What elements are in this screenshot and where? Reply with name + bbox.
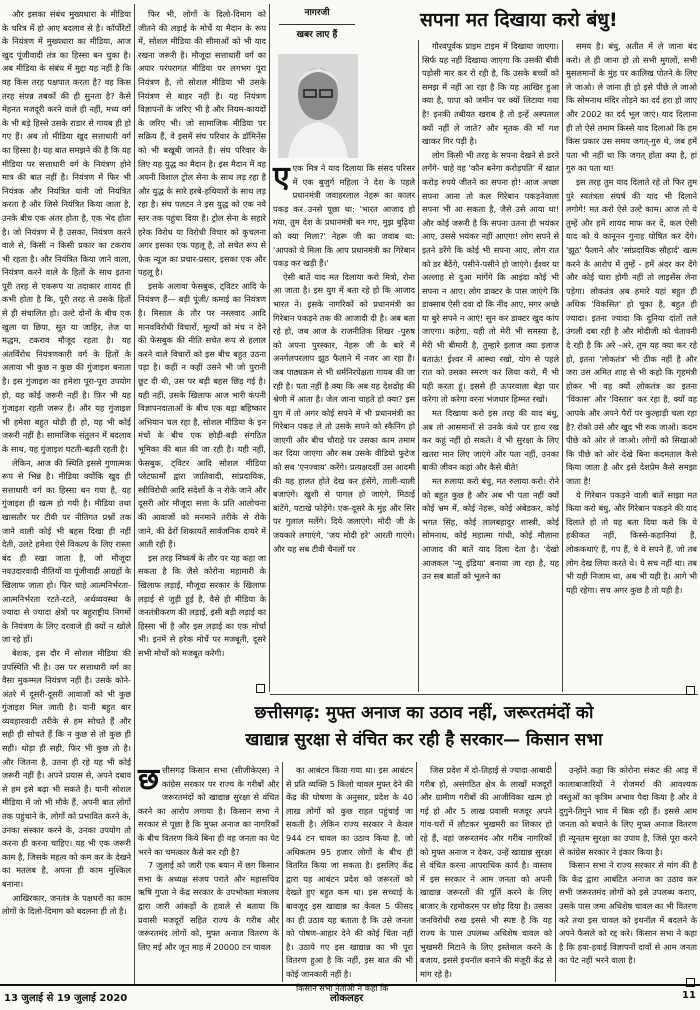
- column-rule: [418, 40, 419, 692]
- paragraph: गौरवपूर्वक प्राइम टाइम में दिखाया जाएगा। सिर्फ यह नहीं दिखाया जाएगा कि उसकी बीवी पड़ोसी मार कर रो रही है, कि उसके बच्चों को समझ में नहीं आ रहा है कि यह आखिर हुआ क्या है, पापा को जमीन पर क्यों लिटाया गया है! इनकी तबीयत खराब है तो इन्हें अस्पताल क्यों नहीं ले जाते? और मृतक की माँ गश खाकर गिर पड़ी है।: [422, 41, 559, 147]
- paragraph: ऐसी बातें याद मत दिलाया करो मित्रो, रोना आ जाता है। इस युग में बता रहे हो कि आजाद भारत ने। इसके नागरिकों को प्रधानमंत्री का गिरेबान पकड़ने तक की आजादी दी है। अब बता रहे हो, जब आज के राजनीतिक शिखर -पुरुष को अपना पुरस्कार, नेहरू जी के बारे में अनर्गलपरलाप झूठ फैलाने में नजर आ रहा है। जब पाठ्यक्रम से भी धर्मनिरपेक्षता गायब की जा रही है। पता नहीं है क्या कि अब यह देशद्रोह की श्रेणी में आता है। जेल जाना चाहते हो क्या? इस युग में तो अगर कोई सपने में भी प्रधानमंत्री का गिरेबान पकड़ ले तो उसके सपने को स्कैनिंग हो जाएगी और बीच चौराहे पर उसका काम तमाम कर दिया जाएगा और सब उसके वीडियो फुटेज को सब 'एनज्वाय' करेंगे। प्रत्यक्षदर्शी उस आदमी की यह हालत होते देख कर हंसेंगे, ताली-थाली बजाएंगे। खुशी से पागल हो जाएंगे, मिठाई बांटेंगे, पटाखे फोड़ेंगे। एक-दूसरे के मुंह और सिर पर गुलाल मलेंगे। दिये जलाएंगे। मोदी जी के जयकारे लगाएंगे, 'जय मोदी हरे' आरती गाएंगे। और यह सब टीवी चैनलों पर: [273, 271, 415, 554]
- paragraph: उन्होंने कहा कि कोरोना संकट की आड़ में कालाबाजारियों ने रोजमर्रा की आवश्यक वस्तुओं का कृत्रिम अभाव पैदा किया है और वे दुगुने-तिगुने भाव में बिक रही हैं। इससे आम जनता को बचाने के लिए मुफ्त अनाज वितरण ही न्यूनतम सुरक्षा का उपाय है, जिसे पूरा करने से कांग्रेस सरकार ने इंकार किया है।: [559, 765, 697, 857]
- paragraph: किसान सभा ने राज्य सरकार से मांग की है कि केंद्र द्वारा आबंटित अनाज का उठाव कर सभी जरूरतमंद लोगों को इसे उपलब्ध कराए, उसके पास जमा अधिशेष चावल का भी वितरण करे तथा इस चावल को इथनॉल में बदलने के अपने फैसले को रद्द करे। किसान सभा ने कहा है कि हवा-हवाई विज्ञापनों दावों से आम जनता का पेट नहीं भरने वाला है।: [559, 860, 697, 966]
- column-rule: [562, 40, 563, 692]
- column-title-line-1: नागरजी: [304, 8, 330, 18]
- paragraph: जिस प्रदेश में दो-तिहाई से ज्यादा आबादी गरीब हो, असंगठित क्षेत्र के लाखों मजदूरों और ग्रामीण गरीबों की आजीविका खत्म हो गई हो और 5 लाख प्रवासी मजदूर अपने गांव-घरों में लौटकर भुखमरी का शिकार हो रहे हैं, वहां जरूरतमंद और गरीब नागरिकों को मुफ्त अनाज न देकर, उन्हें खाद्यान्न सुरक्षा से वंचित करना आपराधिक कार्य है। वास्तव में इस सरकार ने आम जनता को अपनी खाद्यान्न जरूरतों की पूर्ति करने के लिए बाजार के रहमोकरम पर छोड़ दिया है। उसका जनविरोधी रुख इससे भी स्पष्ट है कि यह राज्य के पास उपलब्ध अधिशेष चावल को भुखमरी मिटाने के लिए इस्तेमाल करने के बजाय, इससे इथनॉल बनाने की मंजूरी केंद्र से मांग रहे है।: [420, 765, 552, 979]
- column-rule: [555, 762, 556, 982]
- end-mark: [686, 680, 695, 699]
- column-rule: [269, 4, 270, 692]
- column-title-box: [271, 6, 363, 52]
- article-column-5: [566, 40, 697, 680]
- end-mark: [256, 678, 265, 697]
- headline-line-2: खाद्यान्न सुरक्षा से वंचित कर रही है सरकार— किसान सभा: [245, 730, 603, 750]
- paragraph: समय है। बंधु, अतीत में ले जाना बंद करो। ले ही जाना हो तो सभी मुगलों, सभी मुसलमानों के मुंह पर कालिख पोतने के लिए ले जाओ। ले जाना ही हो इसे पीछे ले जाओ कि सोमनाथ मंदिर तोड़ने का दर्द हरा हो जाए और 2002 का दर्द भूल जाएं। याद दिलाना ही तो ऐसे तमाम किस्से याद दिलाओ कि हम किस प्रकार उस समय जगत्-गुरु थे, जब हमें पता भी नहीं था कि जगत् होता क्या है, हां गुरु का पता था!: [566, 41, 697, 174]
- article2-column-1: [138, 764, 279, 982]
- article2-column-4: [559, 764, 697, 972]
- paragraph: लेकिन, आज की स्थिति इससे गुणात्मक रूप से भिन्न है। मीडिया क्योंकि खुद ही सत्ताधारी वर्ग का हिस्सा बन गया है, यह गुंजाइश ही खत्म हो गयी है। मीडिया तथा खासतौर पर टीवी पर नीतिगत प्रश्नों तक जाने वाली कोई भी बहस दिखा ही नहीं देती, उलटे हमेशा ऐसे विकल्प के लिए रास्ता बंद ही रखा जाता है, जो मौजूदा नवउदारवादी नीतियों या पूंजीवादी आग्रहों के खिलाफ जाता हो। फिर चाहे आत्मनिर्भरता-आत्मनिर्भरता रटते-रटते, अर्थव्यवस्था के ज्यादा से ज्यादा क्षेत्रों पर बहुराष्ट्रीय निगमों के नियंत्रण के लिए दरवाजे ही क्यों न खोले जा रहे हों।: [2, 457, 131, 645]
- paragraph-lead: एएक मित्र ने याद दिलाया कि संसद परिसर में एक बुजुर्ग महिला ने देश के पहले प्रधानमंत्री जवाहरलाल नेहरू का कालर पकड़ कर उनसे पूछा था: 'भारत आजाद हो गया, तुम देश के प्रधानमंत्री बन गए, मुझ बुढ़िया को क्या मिला?' नेहरू जी का जवाब था: 'आपको ये मिला कि आप प्रधानमंत्री का गिरेबान पकड़ कर खड़ी हैं।': [273, 160, 415, 269]
- paragraph-lead: छत्तीसगढ़ किसान सभा (सीजीकेएस) ने कांग्रेस सरकार पर राज्य के गरीबों और जरूरतमंदों को खाद्यान्न सुरक्षा से वंचित करने का आरोप लगाया है। किसान सभा ने सरकार से पूछा है कि मुफ्त अनाज का नागरिकों के बीच वितरण किये बिना ही वह जनता का पेट भरने का चमत्कार कैसे कर रही है?: [138, 762, 279, 857]
- page-number: 11: [682, 990, 696, 1001]
- article2-column-3: [420, 764, 552, 982]
- article-column-2: [138, 8, 266, 672]
- column-rule: [416, 762, 417, 982]
- issue-date: 13 जुलाई से 19 जुलाई 2020: [4, 993, 128, 1004]
- page-footer: [0, 986, 700, 1008]
- article2-column-2: [286, 764, 413, 993]
- paragraph: आखिरकार, जनतंत्र के पक्षधरों का काम लोगों के दिलो-दिमाग को बदलना ही तो है।: [2, 892, 131, 917]
- column-rule: [134, 4, 135, 984]
- paragraph: ये गिरेबान पकड़ने वाली बातें साझा मत किया करो बंधु, और गिरेबान पकड़ने की याद दिलाते हो तो यह बता दिया करो कि ये हकीकत नहीं, किस्से-कहानियां हैं, लोककथाएं हैं, गप हैं, वे वे सपने हैं, जो तब लोग देख लिया करते थे। ये सच नहीं था। तब भी यही निजाम था, अब भी यही है। आगे भी यही रहेगा। सच अगर कुछ है तो यही है।: [566, 489, 697, 595]
- column-title-line-2: खबर लाए हैं: [296, 30, 338, 40]
- article-headline: [150, 700, 698, 754]
- paragraph: मत रुलाया करो बंधु, मत रुलाया करो। रोने को बहुत कुछ है और अब भी पता नहीं क्यों कोई भ्रम में, कोई नेहरू, कोई अंबेडकर, कोई भगत सिंह, कोई लालबहादुर शास्त्री, कोई सोमनाथ, कोई महात्मा गांधी, कोई मौलाना आजाद की बातें याद दिला देता है। 'देखो आजकल 'न्यू इंडिया' बनाया जा रहा है, यह उन सब बातों को भूलने का: [422, 476, 559, 582]
- column-title-separator: [279, 24, 355, 25]
- headline-line-1: छत्तीसगढ़: मुफ्त अनाज का उठाव नहीं, जरूरतमंदों को: [254, 703, 594, 723]
- main-headline: सपना मत दिखाया करो बंधु!: [420, 9, 618, 31]
- paragraph: किसान सभा नेताओं ने कहा कि: [296, 982, 389, 993]
- paragraph: इस तरह निष्कर्ष के तौर पर यह कहा जा सकता है कि जैसे कोरोना महामारी के खिलाफ लड़ाई, मौजूदा सरकार के खिलाफ लड़ाई से जुड़ी हुई है, वैसे ही मीडिया के जनतंत्रीकरण की लड़ाई, इसी बड़ी लड़ाई का हिस्सा भी है और इस लड़ाई का एक मोर्चा भी। इनमें से हरेक मोर्चे पर मजबूती, दूसरे सभी मोर्चों को मजबूत करेगी।: [138, 552, 266, 658]
- paragraph: 7 जुलाई को जारी एक बयान में छग किसान सभा के अध्यक्ष संजय पराते और महासचिव ऋषि गुप्ता ने केंद्र सरकार के उपभोक्ता मंत्रालय द्वारा जारी आंकड़ों के हवाले से बताया कि प्रवासी मजदूरों सहित राज्य के गरीब और जरूरतमंद लोगों को, मुफ्त अनाज वितरण के लिए मई और जून माह में 20000 टन चावल: [138, 860, 279, 952]
- article-column-1: [2, 8, 131, 984]
- article-column-3: [273, 162, 415, 690]
- paragraph: लोग किसी भी तरह के सपना देखने से डरने लगेंगे- चाहे वह 'कौन बनेगा करोड़पति' में खात करोड़ रुपये जीतने का सपना हो! आज अच्छा सपना आना तो कल गिरेबान पकड़नेवाला सपना भी आ सकता है, जैसे उसे आया था! और कोई जरूरी है कि सपना उतना ही भयंकर आए, उससे भयंकर नहीं आएगा! लोग सपने से इतने डरेंगे कि कोई भी सपना आए, लोग रात को डर बैठेंगे, पसीने-पसीने हो जाएंगे। ईश्वर या अल्लाह से दुआ मांगेंगे कि आइंदा कोई भी सपना न आए। लोग डाक्टर के पास जाएंगे कि डाक्साब ऐसी दवा दो कि नींद आए, मगर अच्छे या बुरे सपने न आएं! सुन कर डाक्टर खुद कांप जाएगा। कहेगा, यही तो मेरी भी समस्या है, मेरी भी बीमारी है, तुम्हारे इलाज क्या इलाज बताऊं! ईश्वर में आस्था रखो, योग से पहले रात को उसका स्मरण कर लिया करो, मैं भी यही करता हूं। इससे ही ऊपरवाला बेड़ा पार करेगा तो करेगा वरना भंजधार हिम्मत रखो।: [422, 149, 559, 405]
- publication-name: लोकलहर: [330, 993, 364, 1004]
- article-column-4: [422, 40, 559, 690]
- paragraph: फिर भी, लोगों के दिलो-दिमाग को जीतने की लड़ाई के मोर्चे या मैदान के रूप में, सोशल मीडिया की सीमाओं को भी याद रखना जरूरी है। मौजूदा सत्ताधारी वर्ग का अपार परंपरागत मीडिया पर लगभग पूरा नियंत्रण है, तो सोशल मीडिया भी उसके नियंत्रण से बाहर नहीं है। यह नियंत्रण विज्ञापनों के जरिए भी है और नियम-कायदों के जरिए भी। जो सामाजिक मीडिया पर सक्रिय हैं, वे इसमें संघ परिवार के डॉमिनेंस को भी बखूबी जानते हैं। संघ परिवार के लिए यह युद्ध का मैदान है। इस मैदान में वह अपनी विशाल ट्रोल सेना के साथ लड़ रहा है और युद्ध के सारे हरबे-हथियारों के साथ लड़ रहा है। संघ पलटन ने इस युद्ध को एक नये स्तर तक पहुंचा दिया है। ट्रोल सेना के सहारे हरेक विरोध या विरोधी विचार को कुचलना अगर इसका एक पहलू है, तो सचेत रूप से फेक न्यूज का प्रचार-प्रसार, इसका एक और पहलू है।: [138, 9, 266, 278]
- paragraph: इस तरह तुम याद दिलाते रहे तो फिर तुम पुरे स्वतंत्रता संघर्ष की याद भी दिलाने लगोगे! मत करो ऐसे उल्टे काम। आज तो ये तुम्हें और हमें शायद माफ कर दें, कल ऐसी याद को ये कानूनन गुनाह घोषित कर देंगे। 'झूठ' फैलाने और 'सांप्रदायिक सौहार्द' खत्म करने के आरोप में तुम्हें - हमें अंदर कर देंगे और कोई चारा होगी नहीं तो लाइसेंस लेना पड़ेगा। लोकतंत्र अब हमारे यहां बहुत ही अधिक 'विकसित' हो चुका है, बहुत ही ज्यादा। इतना ज्यादा कि दुनिया दांतों तले उंगली दबा रही है और मोदीजी को चेतावनी दे रही है कि अरे -अरे, तुम यह क्या कर रहे हो, इतना 'लोकतंत्र' भी ठीक नहीं है और जरा उस अमित शाह से भी कहो कि गृहमंत्री होकर भी वह क्यों लोकतंत्र का इतना 'विकास' और 'विस्तार' कर रहा है, क्यों वह आपके और अपने पैरों पर कुल्हाड़ी चला रहा है? रोको उसे और खुद भी रुक जाओ। कदम पीछे को ओर ले जाओ। लोगों को सिखाओ कि पीछे को ओर देखे बिना कदमताल कैसे किया जाता है और इसे देशप्रेम कैसे समझा जाता है!: [566, 176, 697, 486]
- paragraph: और इसका संबंध मुख्यधारा के मीडिया के चरित्र में हो आए बदलाव से है। कॉर्पोरेटों के नियंत्रण में मुख्यधारा का मीडिया, आज खुद पूंजीवादी तंत्र का हिस्सा बन चुका है। अब मीडिया के संबंध में मुद्दा यह नहीं है कि वह किस तरह पक्षपात करता है? वह किस तरह संपन्न तबकों की ही सुनता है? कैसे मेहनत मजदूरी करने वाले ही नहीं, मध्य वर्ग के भी बड़े हिस्से उसके राडार से गायब ही हो गए हैं। अब तो मीडिया खुद सत्ताधारी वर्ग का हिस्सा है। यह बात समझने की है कि यह मीडिया पर सत्ताधारी वर्ग के नियंत्रण होने मात्र की बात नहीं है। नियंत्रण में फिर भी नियंत्रक और नियंत्रित यानी जो नियंत्रित करता है और जिसे नियंत्रित किया जाता है, उनके बीच एक अंतर होता है, एक भेद होता है। जो नियंत्रण में है उसका, नियंत्रण करने वाले से, किसी न किसी प्रकार का टकराव भी रहता है। और नियंत्रित किया जाने वाला, नियंत्रण करने वाले के हितों के साथ इतना पूरी तरह से एकरूप या तदाकार शायद ही कभी होता है कि, पूरी तरह से उसके हितों से ही संचालित हो। उल्टे दोनों के बीच एक खुला या छिपा, सूत या जाहिर, तेज या मद्धम, टकराव मौजूद रहता है। यह अंतर्विरोध नियंत्रणकारी वर्ग के हितों के अलावा भी कुछ न कुछ की गुंजाइश बनाता है। इस गुंजाइश का हमेशा पूरा-पूरा उपयोग हो, यह कोई जरूरी नहीं है। फिर भी यह गुंजाइश रहती जरूर है। और यह गुंजाइश भी हमेशा बहुत थोड़ी ही हो, यह भी कोई जरूरी नहीं है। सामाजिक संतुलन में बदलाव के साथ, यह गुंजाइश घटती-बढ़ती रहती है।: [2, 9, 131, 454]
- author-photo: [278, 54, 358, 158]
- paragraph: बेशक, इस दौर में सोशल मीडिया की उपस्थिति भी है। उस पर सत्ताधारी वर्ग का वैसा मुकम्मल नियंत्रण नहीं है। उसके कोने-अंतरे में दूसरी-दूसरी आवाजों को भी कुछ गुंजाइश मिल जाती है। यानी बहुत बार व्यवहारवादी तरीके से हम सोचते हैं और सही ही सोचते हैं कि न कुछ से तो कुछ ही सही। थोड़ा ही सही, फिर भी कुछ तो है। और जितना है, उतना ही रहे यह भी कोई जरूरी नहीं है। अपने प्रयास से, अपने दबाव से हम इसे बढ़ा भी सकते हैं। यानी सोशल मीडिया में जो भी मौके हैं, अपनी बात लोगों तक पहुंचाने के, लोगों को प्रभावित करने के, उनका संस्कार करने के, उनका उपयोग तो करना ही करना चाहिए। यह भी एक जरूरी काम है, जिसके महत्व को कम कर के देखने का मतलब है, अपना ही काम मुश्किल बनाना।: [2, 647, 131, 889]
- paragraph: का आबंटन किया गया था। इस आबंटन से प्रति व्यक्ति 5 किलो चावल मुफ्त देने की केंद्र की घोषणा के अनुसार, प्रदेश के 40 लाख लोगों को कुछ राहत पहुंचाई जा सकती है। लेकिन राज्य सरकार ने केवल 944 टन चावल का उठाव किया है, जो अधिकतम 95 हजार लोगों के बीच ही वितरित किया जा सकता है। इसलिए केंद्र द्वारा यह आबंटन प्रदेश को जरूरतों को देखते हुए बहुत कम था। इस सच्चाई के बावजूद इस खाद्यान्न का केवल 5 फीसद का ही उठाव यह बताता है कि उसे जनता को पोषण-आहार देने की कोई चिंता नहीं है। उठाये गए इस खाद्यान्न का भी पूरा वितरण हुआ है कि नहीं, इस बात की भी कोई जानकारी नहीं है।: [286, 765, 413, 979]
- dropcap: छ: [138, 762, 160, 797]
- dropcap: ए: [273, 160, 290, 195]
- section-divider: [270, 694, 698, 695]
- column-rule: [282, 762, 283, 982]
- paragraph: मत दिखाया करो इस तरह की याद बंधु, अब तो आसमानों से उनके कंधे पर हाथ रख कर कहूं नहीं हो सकते। वे भी सुरक्षा के लिए खतरा मान लिए जाएंगे और पता नहीं, उनका बाकी जीवन कहां और कैसे बीते!: [422, 408, 559, 473]
- paragraph: इसके अलावा फेसबुक, ट्विटर आदि के नियंत्रण हैं— बड़ी पूंजी/ कमाई का नियंत्रण है। मिसाल के तौर पर नस्लवाद आदि मानवविरोधी विचारों, मूल्यों को मंच न देने की फेसबुक की नीति सचेत रूप से हलाल करने वाले विचारों को इस बीच बहुत उठना पड़ा है। कहीं न कहीं उसने भी जो पुरानी छूट दी थी, उस पर बड़ी बहस छिड़ गई है। यही नहीं, उसके खिलाफ आज भारी कंपनी विज्ञापनदाताओं के बीच एक बड़ा बहिष्कार अभियान चल रहा है, सोशल मीडिया के इन मंचों के बीच एक छोड़ी-बड़ी संगठित भूमिका की बात की जा रही है। यही नहीं, फेसबुक, ट्विटर आदि सोशल मीडिया प्लेटफार्मों द्वारा जातिवादी, सांप्रदायिक, स्त्रीविरोधी आदि संदेशों के न रोके जाने और दूसरी ओर मौजूदा सत्ता के प्रति आलोचना की आवाजों को मनमाने तरीके से रोके जाने, की ढेरों शिकायतें सार्वजनिक दायरे में आती रही हैं।: [138, 280, 266, 550]
